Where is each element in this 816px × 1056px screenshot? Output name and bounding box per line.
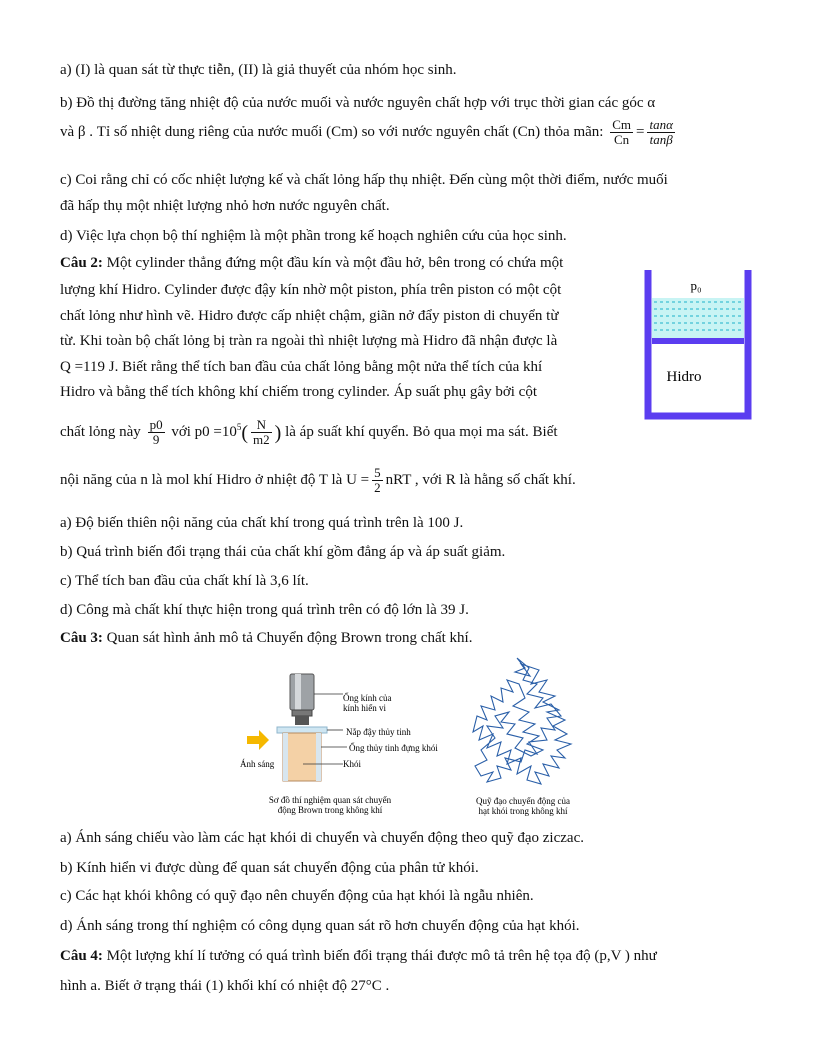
option-3d: d) Ánh sáng trong thí nghiệm có công dụng quan sát rõ hơn chuyển động của hạt khói. xyxy=(60,918,580,934)
hidro-label: Hidro xyxy=(666,369,702,385)
question-label: Câu 2: xyxy=(60,255,103,271)
microscope-ring xyxy=(292,710,312,716)
option-2d: d) Công mà chất khí thực hiện trong quá trình trên có độ lớn là 39 J. xyxy=(60,602,469,618)
fraction-c: $\frac{Cm}{Cn}$ xyxy=(612,117,631,148)
glass-tube xyxy=(283,733,321,781)
text: Một cylinder thẳng đứng một đầu kín và một đầu hở, bên trong có chứa một xyxy=(106,255,564,271)
option-3b: b) Kính hiển vi được dùng để quan sát chuyển động của phân tử khói. xyxy=(60,860,479,876)
text: với p0 =10 xyxy=(171,424,237,440)
text: Quan sát hình ảnh mô tả Chuyển động Brown trong chất khí. xyxy=(106,630,473,646)
question-2-line8 xyxy=(60,462,576,498)
text: là áp suất khí quyển. Bỏ qua mọi ma sát. Biết xyxy=(285,424,558,440)
question-2-line2: lượng khí Hidro. Cylinder được đậy kín nhờ một piston, phía trên piston có một cột xyxy=(60,282,562,298)
option-1b: b) Đồ thị đường tăng nhiệt độ của nước muối và nước nguyên chất hợp với trục thời gian các góc α xyxy=(60,95,656,111)
fraction-5-2: $\frac{5}{2}$ xyxy=(374,465,381,496)
question-2-line3: chất lỏng như hình vẽ. Hidro được cấp nhiệt chậm, giãn nở đẩy piston di chuyển từ xyxy=(60,308,559,324)
text: Một lượng khí lí tưởng có quá trình biến đổi trạng thái được mô tả trên hệ tọa độ (p,V ) như xyxy=(106,948,657,964)
caption-right-1: Quỹ đạo chuyển động của xyxy=(476,796,570,806)
text: và β . Tỉ số nhiệt dung riêng của nước muối xyxy=(60,124,323,140)
question-label: Câu 4: xyxy=(60,948,103,964)
option-2b: b) Quá trình biến đổi trạng thái của chất khí gồm đẳng áp và áp suất giảm. xyxy=(60,544,506,560)
label-smoke: Khói xyxy=(343,759,361,769)
paren-open: ( xyxy=(241,421,249,444)
label-cover: Nắp đậy thủy tinh xyxy=(346,727,411,737)
symbol-cn: (Cn) xyxy=(512,124,541,140)
option-1d: d) Việc lựa chọn bộ thí nghiệm là một phần trong kế hoạch nghiên cứu của học sinh. xyxy=(60,228,567,244)
question-label: Câu 3: xyxy=(60,630,103,646)
fraction-unit: $\frac{N}{m2}$ xyxy=(253,417,270,448)
fraction-p0-9: $\frac{p0}{9}$ xyxy=(149,417,163,448)
cylinder-figure xyxy=(644,268,752,420)
caption-left-1: Sơ đồ thí nghiệm quan sát chuyển xyxy=(268,795,392,805)
question-3-line1 xyxy=(60,628,472,648)
text: nRT , với R là hằng số chất khí. xyxy=(385,472,576,488)
question-2-line4: từ. Khi toàn bộ chất lỏng bị tràn ra ngoài thì nhiệt lượng mà Hidro đã nhận được là xyxy=(60,333,558,349)
text: so với nước nguyên chất xyxy=(361,124,509,140)
question-2-line5: Q =119 J. Biết rằng thể tích ban đầu của chất lỏng bằng một nửa thể tích của khí xyxy=(60,359,543,375)
fraction-tan: $\frac{\tan\alpha}{\tan\beta}$ xyxy=(649,117,673,148)
option-1c-cont: đã hấp thụ một nhiệt lượng nhỏ hơn nước nguyên chất. xyxy=(60,198,390,214)
option-1b-cont xyxy=(60,116,678,148)
p0-label: p₀ xyxy=(690,278,702,293)
question-4-line1 xyxy=(60,946,657,966)
caption-right-2: hạt khói trong không khí xyxy=(478,806,568,816)
symbol-cm: (Cm) xyxy=(326,124,358,140)
question-4-line2: hình a. Biết ở trạng thái (1) khối khí có nhiệt độ 27°C . xyxy=(60,978,390,994)
option-2a: a) Độ biến thiên nội năng của chất khí trong quá trình trên là 100 J. xyxy=(60,515,464,531)
brownian-trajectory xyxy=(473,658,571,784)
liquid-column xyxy=(652,298,744,338)
text: nội năng của n là mol khí Hidro ở nhiệt độ T là U = xyxy=(60,472,370,488)
microscope-lens xyxy=(295,716,309,725)
option-3c: c) Các hạt khói không có quỹ đạo nên chuyển động của hạt khói là ngẫu nhiên. xyxy=(60,888,534,904)
equals: = xyxy=(636,124,645,140)
piston xyxy=(652,338,744,344)
tube-side-r xyxy=(316,733,321,781)
glass-cover xyxy=(277,727,327,733)
brownian-figure xyxy=(225,654,595,820)
exponent: 5 xyxy=(236,422,242,432)
option-1c: c) Coi rằng chỉ có cốc nhiệt lượng kế và chất lỏng hấp thụ nhiệt. Đến cùng một thời điểm, nước muối xyxy=(60,172,668,188)
label-light: Ánh sáng xyxy=(240,759,275,769)
tube-side-l xyxy=(283,733,288,781)
option-2c: c) Thể tích ban đầu của chất khí là 3,6 lít. xyxy=(60,573,309,589)
question-2-line6: Hidro và bằng thể tích không khí chiếm trong cylinder. Áp suất phụ gây bởi cột xyxy=(60,384,538,400)
microscope-barrel xyxy=(290,674,314,710)
label-microscope-2: kính hiển vi xyxy=(343,703,386,713)
option-1a: a) (I) là quan sát từ thực tiễn, (II) là giả thuyết của nhóm học sinh. xyxy=(60,62,457,78)
option-3a: a) Ánh sáng chiếu vào làm các hạt khói di chuyển và chuyển động theo quỹ đạo ziczac. xyxy=(60,830,584,846)
caption-left-2: động Brown trong không khí xyxy=(277,805,383,815)
text: chất lỏng này xyxy=(60,424,141,440)
label-tube: Ống thủy tinh đựng khói xyxy=(349,743,438,753)
question-2-line7 xyxy=(60,408,558,452)
question-2-line1 xyxy=(60,253,563,273)
label-microscope-1: Ống kính của xyxy=(343,693,392,703)
text: thỏa mãn: xyxy=(543,124,604,140)
light-arrow xyxy=(247,730,269,750)
paren-close: ) xyxy=(274,421,282,444)
barrel-highlight xyxy=(295,674,301,710)
